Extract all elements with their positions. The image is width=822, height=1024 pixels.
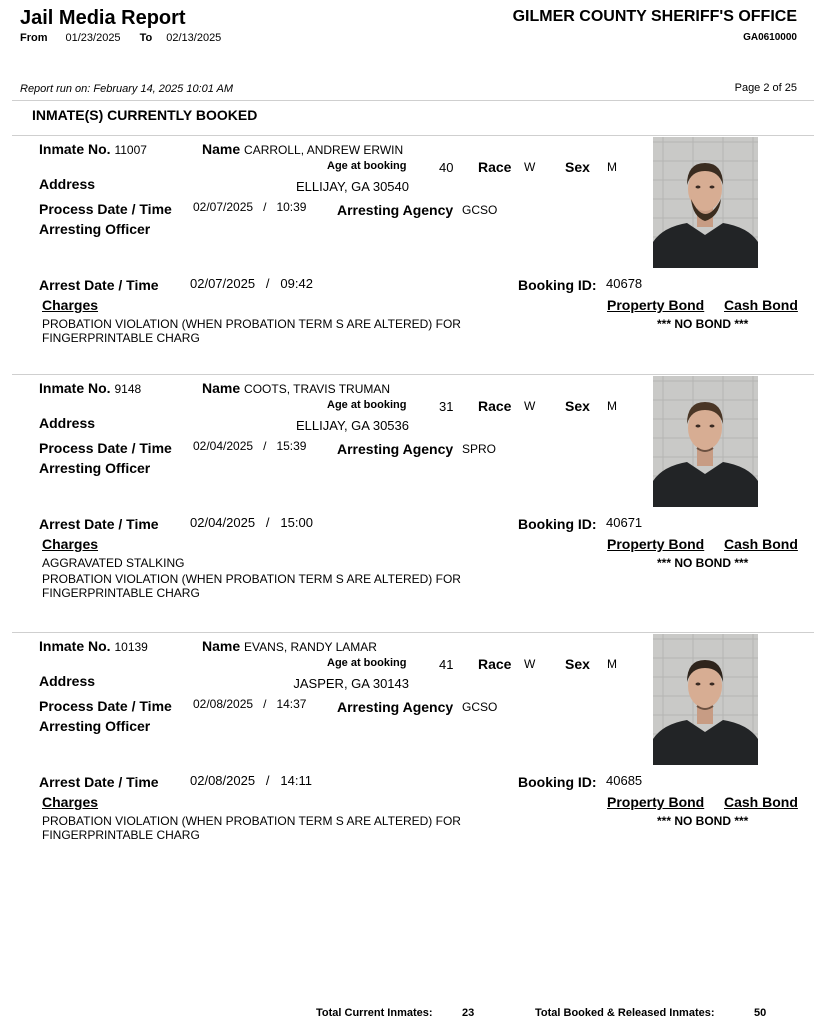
race-label: Race [478,656,512,672]
mugshot-image [653,376,758,507]
name-label: Name CARROLL, ANDREW ERWIN [202,141,404,157]
total-current-label: Total Current Inmates: [316,1007,433,1019]
agency-label: Arresting Agency [337,202,454,218]
arrest-datetime: 02/04/2025 / 15:00 [190,515,313,530]
age-label: Age at booking [327,657,407,669]
name-label: Name EVANS, RANDY LAMAR [202,638,377,654]
process-datetime: 02/07/2025 / 10:39 [193,200,307,214]
race-label: Race [478,159,512,175]
mugshot-image [653,137,758,268]
record-divider [12,135,814,136]
inmate-record [0,632,822,867]
charge-item: AGGRAVATED STALKING [42,556,185,570]
arrest-label: Arrest Date / Time [39,277,159,293]
sex-value: M [607,399,617,413]
report-title: Jail Media Report [20,7,186,29]
header-divider [12,100,814,101]
bond-value: *** NO BOND *** [657,814,749,828]
sex-label: Sex [565,656,590,672]
booking-id-value: 40671 [606,515,643,530]
agency-label: Arresting Agency [337,441,454,457]
charges-label: Charges [42,297,99,313]
mugshot-photo [653,137,758,268]
cash-bond-label: Cash Bond [724,297,798,313]
property-bond-label: Property Bond [607,297,705,313]
process-label: Process Date / Time [39,440,172,456]
bond-value: *** NO BOND *** [657,317,749,331]
process-datetime: 02/08/2025 / 14:37 [193,697,307,711]
total-current-value: 23 [462,1007,475,1019]
charge-item: PROBATION VIOLATION (WHEN PROBATION TERM S ARE ALTERED) FOR FINGERPRINTABLE CHARG [42,317,461,345]
address-value: ELLIJAY, GA 30540 [296,179,409,194]
charge-item: PROBATION VIOLATION (WHEN PROBATION TERM S ARE ALTERED) FOR FINGERPRINTABLE CHARG [42,814,461,842]
record-divider [12,374,814,375]
address-label: Address [39,415,96,431]
age-label: Age at booking [327,399,407,411]
agency-value: GCSO [462,203,498,217]
agency-label: Arresting Agency [337,699,454,715]
sex-label: Sex [565,159,590,175]
race-value: W [524,160,536,174]
charge-item: PROBATION VIOLATION (WHEN PROBATION TERM S ARE ALTERED) FOR FINGERPRINTABLE CHARG [42,572,461,600]
bond-value: *** NO BOND *** [657,556,749,570]
charges-list [42,556,562,602]
process-label: Process Date / Time [39,698,172,714]
report-run-on: Report run on: February 14, 2025 10:01 AM [20,83,233,95]
inmate-no-value: 11007 [114,143,147,157]
process-label: Process Date / Time [39,201,172,217]
arrest-label: Arrest Date / Time [39,774,159,790]
total-released-label: Total Booked & Released Inmates: [535,1007,715,1019]
booking-id-value: 40685 [606,773,643,788]
inmate-record [0,135,822,370]
address-label: Address [39,176,96,192]
race-value: W [524,399,536,413]
total-released-value: 50 [754,1007,767,1019]
ori-code: GA0610000 [743,32,797,43]
page-number: Page 2 of 25 [734,82,797,94]
process-datetime: 02/04/2025 / 15:39 [193,439,307,453]
age-value: 41 [439,657,454,672]
mugshot-image [653,634,758,765]
booking-id-label: Booking ID: [518,774,597,790]
agency-value: GCSO [462,700,498,714]
inmate-no-value: 9148 [114,382,142,396]
cash-bond-label: Cash Bond [724,536,798,552]
officer-label: Arresting Officer [39,460,151,476]
age-label: Age at booking [327,160,407,172]
charges-label: Charges [42,794,99,810]
address-label: Address [39,673,96,689]
inmate-no-label: Inmate No. 9148 [39,380,142,396]
sex-value: M [607,657,617,671]
race-value: W [524,657,536,671]
date-range [20,32,221,44]
inmate-name: CARROLL, ANDREW ERWIN [244,143,404,157]
address-value: JASPER, GA 30143 [293,676,409,691]
to-label: To [139,32,153,44]
property-bond-label: Property Bond [607,794,705,810]
age-value: 31 [439,399,454,414]
office-name: GILMER COUNTY SHERIFF'S OFFICE [512,8,797,25]
name-label: Name COOTS, TRAVIS TRUMAN [202,380,391,396]
arrest-label: Arrest Date / Time [39,516,159,532]
arrest-datetime: 02/07/2025 / 09:42 [190,276,313,291]
officer-label: Arresting Officer [39,718,151,734]
cash-bond-label: Cash Bond [724,794,798,810]
section-title: INMATE(S) CURRENTLY BOOKED [32,107,258,123]
inmate-record [0,374,822,609]
from-label: From [20,32,48,44]
inmate-no-value: 10139 [114,640,148,654]
arrest-datetime: 02/08/2025 / 14:11 [190,773,312,788]
mugshot-photo [653,376,758,507]
sex-label: Sex [565,398,590,414]
from-date: 01/23/2025 [65,32,121,44]
officer-label: Arresting Officer [39,221,151,237]
charges-label: Charges [42,536,99,552]
age-value: 40 [439,160,454,175]
address-value: ELLIJAY, GA 30536 [296,418,409,433]
property-bond-label: Property Bond [607,536,705,552]
record-divider [12,632,814,633]
inmate-no-label: Inmate No. 11007 [39,141,147,157]
inmate-no-label: Inmate No. 10139 [39,638,148,654]
booking-id-label: Booking ID: [518,516,597,532]
agency-value: SPRO [462,442,497,456]
to-date: 02/13/2025 [166,32,222,44]
race-label: Race [478,398,512,414]
mugshot-photo [653,634,758,765]
booking-id-label: Booking ID: [518,277,597,293]
charges-list [42,814,562,844]
inmate-name: EVANS, RANDY LAMAR [244,640,377,654]
booking-id-value: 40678 [606,276,643,291]
charges-list [42,317,562,347]
sex-value: M [607,160,617,174]
inmate-name: COOTS, TRAVIS TRUMAN [244,382,391,396]
